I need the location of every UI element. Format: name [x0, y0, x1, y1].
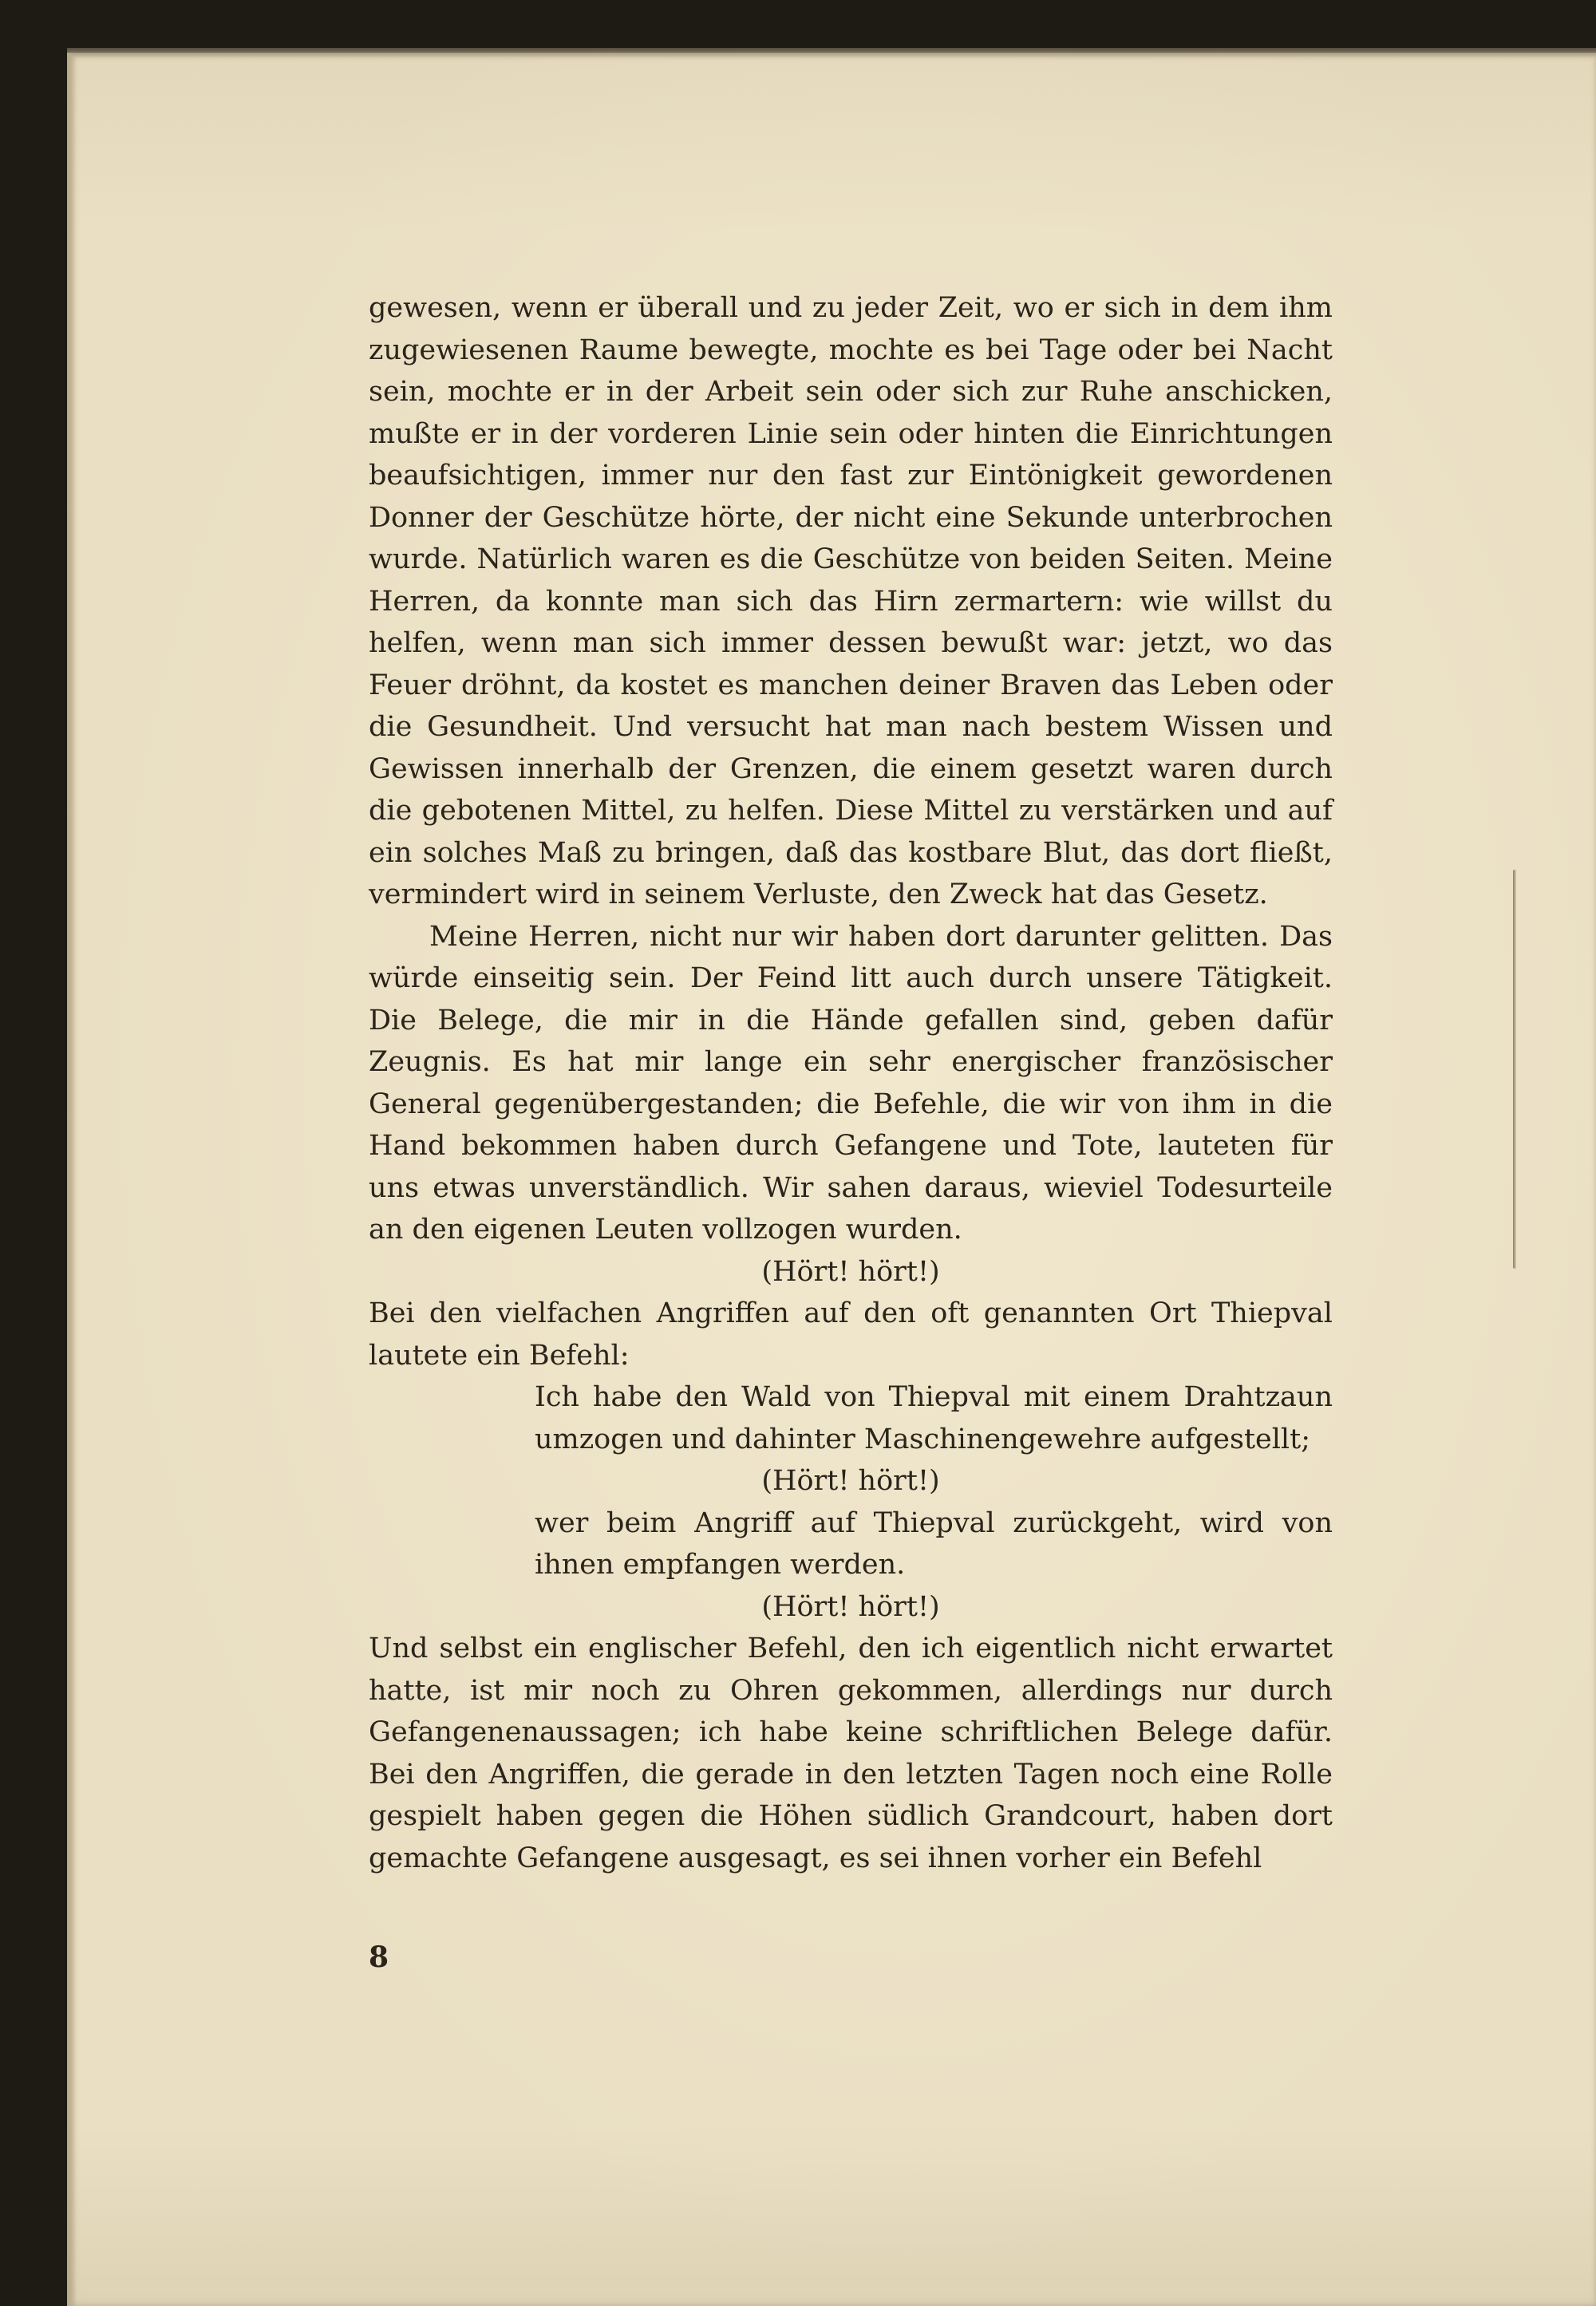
body-text: [369, 287, 1333, 1879]
quote-1: Ich habe den Wald von Thiepval mit einem Drahtzaun umzogen und dahinter Maschinengewehre aufgestellt;: [535, 1381, 1333, 1455]
interjection-3: (Hört! hört!): [761, 1590, 940, 1623]
paragraph-1: gewesen, wenn er überall und zu jeder Zeit, wo er sich in dem ihm zugewiesenen Raume bewegte, mochte es bei Tage oder bei Nacht sein, mochte er in der Arbeit sein oder sich zur Ruhe anschicken, mußte er in der vorderen Linie sein oder hinten die Einrichtungen beaufsichtigen, immer nur den fast zur Eintönigkeit gewordenen Donner der Geschütze hörte, der nicht eine Sekunde unterbrochen wurde. Natürlich waren es die Geschütze von beiden Seiten. Meine Herren, da konnte man sich das Hirn zermartern: wie willst du helfen, wenn man sich immer dessen bewußt war: jetzt, wo das Feuer dröhnt, da kostet es manchen deiner Braven das Leben oder die Gesundheit. Und versucht hat man nach bestem Wissen und Gewissen innerhalb der Grenzen, die einem gesetzt waren durch die gebotenen Mittel, zu helfen. Diese Mittel zu verstärken und auf ein solches Maß zu bringen, daß das kostbare Blut, das dort fließt, vermindert wird in seinem Verluste, den Zweck hat das Gesetz.: [369, 292, 1333, 910]
interjection-1: (Hört! hört!): [761, 1255, 940, 1288]
quote-2: wer beim Angriff auf Thiepval zurückgeht, wird von ihnen empfangen werden.: [535, 1506, 1333, 1581]
paragraph-4: Und selbst ein englischer Befehl, den ich eigentlich nicht erwartet hatte, ist mir noch zu Ohren gekommen, allerdings nur durch Gefangenenaussagen; ich habe keine schriftlichen Belege dafür. Bei den Angriffen, die gerade in den letzten Tagen noch eine Rolle gespielt haben gegen die Höhen südlich Grandcourt, haben dort gemachte Gefangene ausgesagt, es sei ihnen vorher ein Befehl: [369, 1633, 1333, 1874]
interjection-2: (Hört! hört!): [761, 1465, 940, 1497]
page-number: 8: [369, 1941, 389, 1974]
paragraph-3: Bei den vielfachen Angriffen auf den oft genannten Ort Thiepval lautete ein Befehl:: [369, 1297, 1333, 1372]
page-top-edge: [67, 48, 1596, 57]
paragraph-2: Meine Herren, nicht nur wir haben dort darunter gelitten. Das würde einseitig sein. Der Feind litt auch durch unsere Tätigkeit. Die Belege, die mir in die Hände gefallen sind, geben dafür Zeugnis. Es hat mir lange ein sehr energischer französischer General gegenübergestanden; die Befehle, die wir von ihm in die Hand bekommen haben durch Gefangene und Tote, lauteten für uns etwas unverständlich. Wir sahen daraus, wieviel Todesurteile an den eigenen Leuten vollzogen wurden.: [369, 920, 1333, 1246]
page-fold-mark: [1513, 870, 1516, 1269]
binding-shadow: [67, 53, 77, 2306]
